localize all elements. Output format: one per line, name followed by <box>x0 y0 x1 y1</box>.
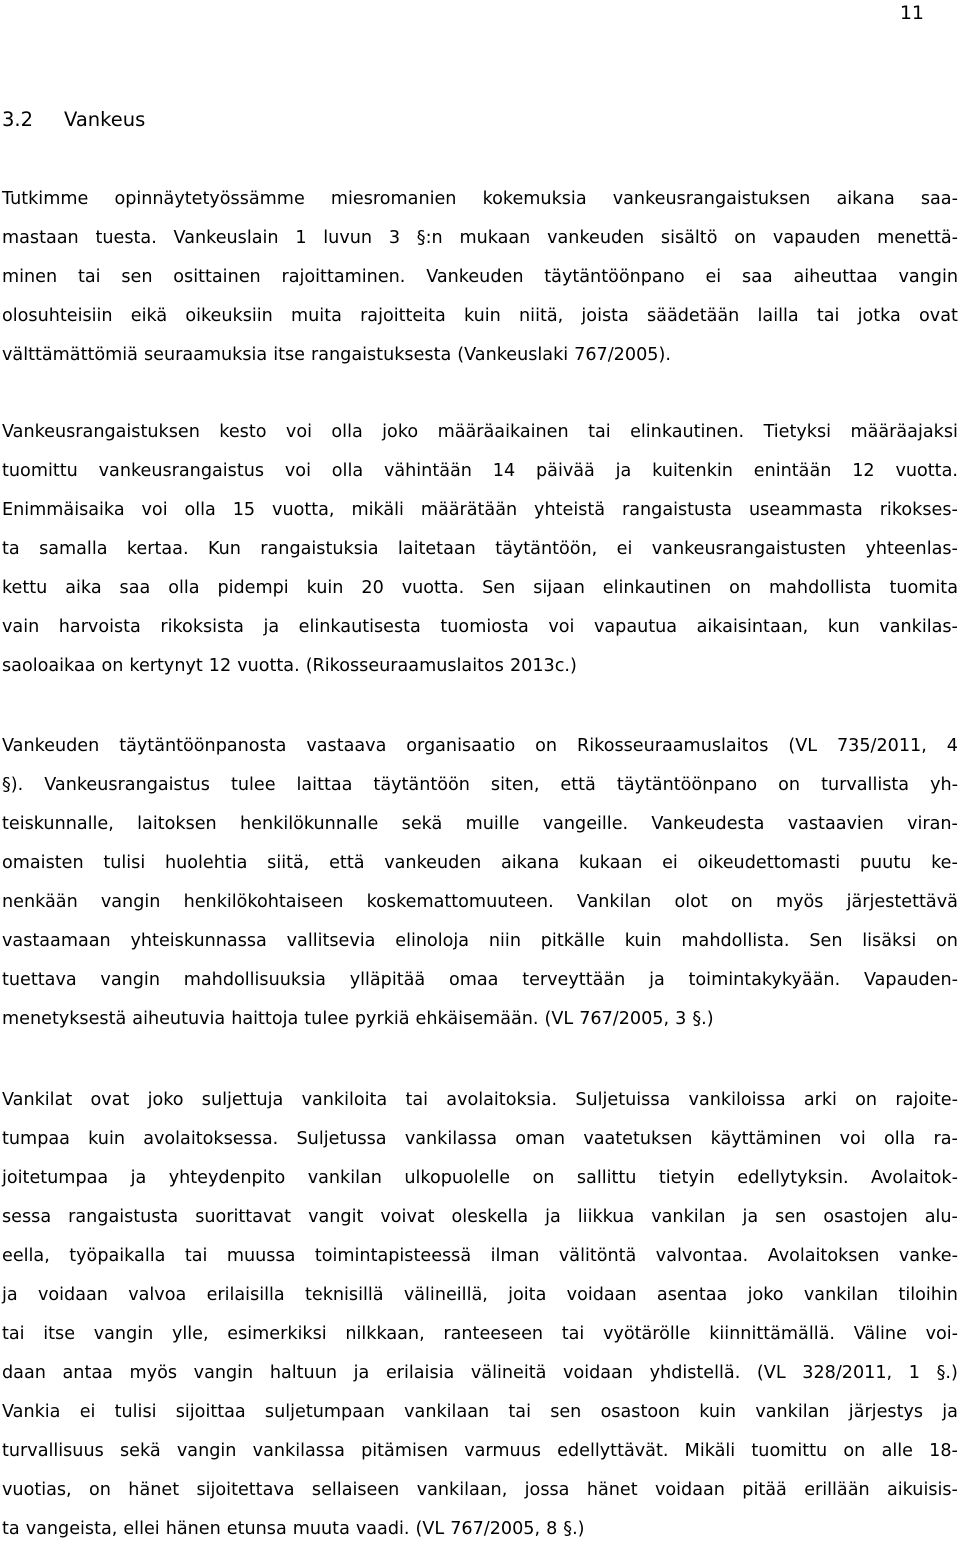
text-line: tai itse vangin ylle, esimerkiksi nilkkaan, ranteeseen tai vyötärölle kiinnittämällä. Väline voi- <box>2 1324 958 1344</box>
text-line: §). Vankeusrangaistus tulee laittaa täytäntöön siten, että täytäntöönpano on turvallista yh- <box>2 775 958 795</box>
text-line: tumpaa kuin avolaitoksessa. Suljetussa vankilassa oman vaatetuksen käyttäminen voi olla ra- <box>2 1129 958 1149</box>
text-line: tuomittu vankeusrangaistus voi olla vähintään 14 päivää ja kuitenkin enintään 12 vuotta. <box>2 461 958 481</box>
text-line: sessa rangaistusta suorittavat vangit voivat oleskella ja liikkua vankilan ja sen osastojen alu- <box>2 1207 958 1227</box>
text-line: olosuhteisiin eikä oikeuksiin muita rajoitteita kuin niitä, joista säädetään lailla tai jotka ovat <box>2 306 958 326</box>
text-line: nenkään vangin henkilökohtaiseen koskemattomuuteen. Vankilan olot on myös järjestettävä <box>2 892 958 912</box>
text-line: turvallisuus sekä vangin vankilassa pitämisen varmuus edellyttävät. Mikäli tuomittu on alle 18- <box>2 1441 958 1461</box>
text-line: joitetumpaa ja yhteydenpito vankilan ulkopuolelle on sallittu tietyin edellytyksin. Avolaitok- <box>2 1168 958 1188</box>
text-line: omaisten tulisi huolehtia siitä, että vankeuden aikana kukaan ei oikeudettomasti puutu ke- <box>2 853 958 873</box>
text-line: eella, työpaikalla tai muussa toimintapisteessä ilman välitöntä valvontaa. Avolaitoksen vanke- <box>2 1246 958 1266</box>
paragraph-3 <box>2 727 958 1039</box>
text-line: tuettava vangin mahdollisuuksia ylläpitää omaa terveyttään ja toimintakykyään. Vapauden- <box>2 970 958 990</box>
text-line: daan antaa myös vangin haltuun ja erilaisia välineitä voidaan yhdistellä. (VL 328/2011, 1 §.) <box>2 1363 958 1383</box>
text-line: mastaan tuesta. Vankeuslain 1 luvun 3 §:n mukaan vankeuden sisältö on vapauden menettä- <box>2 228 958 248</box>
text-line: Vankeusrangaistuksen kesto voi olla joko määräaikainen tai elinkautinen. Tietyksi määräajaksi <box>2 422 958 442</box>
paragraph-1 <box>2 180 958 375</box>
text-line: kettu aika saa olla pidempi kuin 20 vuotta. Sen sijaan elinkautinen on mahdollista tuomita <box>2 578 958 598</box>
text-line: ta samalla kertaa. Kun rangaistuksia laitetaan täytäntöön, ei vankeusrangaistusten yhteenlas- <box>2 539 958 559</box>
section-title: Vankeus <box>64 108 146 131</box>
text-line: Enimmäisaika voi olla 15 vuotta, mikäli määrätään yhteistä rangaistusta useammasta rikokses- <box>2 500 958 520</box>
paragraph-2 <box>2 413 958 686</box>
page-number: 11 <box>899 2 924 24</box>
text-line: ja voidaan valvoa erilaisilla teknisillä välineillä, joita voidaan asentaa joko vankilan tiloihin <box>2 1285 958 1305</box>
text-line: menetyksestä aiheutuvia haittoja tulee pyrkiä ehkäisemään. (VL 767/2005, 3 §.) <box>2 1009 714 1029</box>
text-line: minen tai sen osittainen rajoittaminen. Vankeuden täytäntöönpano ei saa aiheuttaa vangin <box>2 267 958 287</box>
text-line: vastaamaan yhteiskunnassa vallitsevia elinoloja niin pitkälle kuin mahdollista. Sen lisäksi on <box>2 931 958 951</box>
paragraph-4 <box>2 1081 958 1549</box>
text-line: ta vangeista, ellei hänen etunsa muuta vaadi. (VL 767/2005, 8 §.) <box>2 1519 585 1539</box>
text-line: Vankia ei tulisi sijoittaa suljetumpaan vankilaan tai sen osastoon kuin vankilan järjestys ja <box>2 1402 958 1422</box>
text-line: saoloaikaa on kertynyt 12 vuotta. (Rikosseuraamuslaitos 2013c.) <box>2 656 577 676</box>
text-line: välttämättömiä seuraamuksia itse rangaistuksesta (Vankeuslaki 767/2005). <box>2 345 671 365</box>
text-line: Vankeuden täytäntöönpanosta vastaava organisaatio on Rikosseuraamuslaitos (VL 735/2011, 4 <box>2 736 958 756</box>
section-heading <box>2 108 145 131</box>
text-line: Vankilat ovat joko suljettuja vankiloita tai avolaitoksia. Suljetuissa vankiloissa arki on rajoite- <box>2 1090 958 1110</box>
text-line: Tutkimme opinnäytetyössämme miesromanien kokemuksia vankeusrangaistuksen aikana saa- <box>2 189 958 209</box>
text-line: vain harvoista rikoksista ja elinkautisesta tuomiosta voi vapautua aikaisintaan, kun vankilas- <box>2 617 958 637</box>
section-number: 3.2 <box>2 108 34 131</box>
text-line: vuotias, on hänet sijoitettava sellaiseen vankilaan, jossa hänet voidaan pitää erillään aikuisis- <box>2 1480 958 1500</box>
text-line: teiskunnalle, laitoksen henkilökunnalle sekä muille vangeille. Vankeudesta vastaavien viran- <box>2 814 958 834</box>
